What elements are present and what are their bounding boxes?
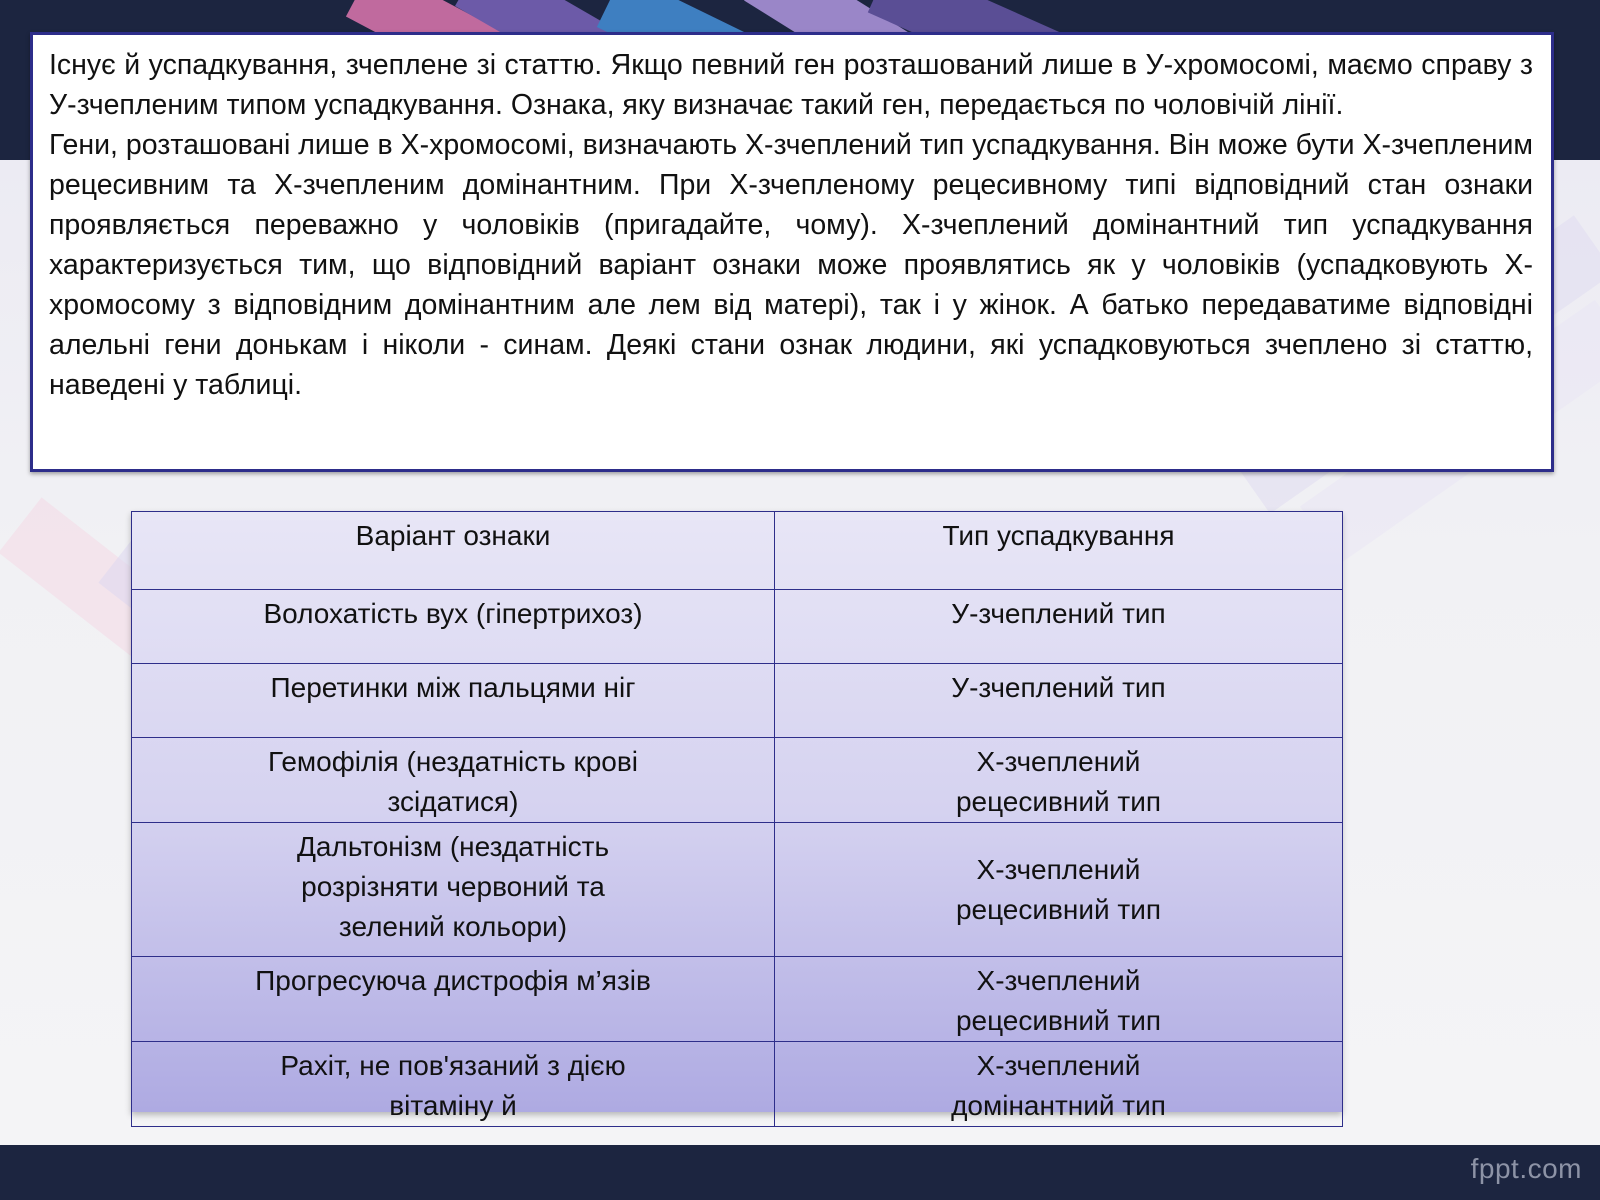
cell-type: Х-зчеплений рецесивний тип [775, 738, 1343, 823]
cell-trait: Прогресуюча дистрофія м’язів [132, 957, 775, 1042]
header-trait-variant: Варіант ознаки [132, 512, 775, 590]
table-header-row [132, 512, 1343, 590]
cell-type: Х-зчеплений домінантний тип [775, 1042, 1343, 1127]
bottom-decorative-band [0, 1145, 1600, 1200]
cell-trait: Гемофілія (нездатність крові зсідатися) [132, 738, 775, 823]
cell-trait: Рахіт, не пов'язаний з дією вітаміну й [132, 1042, 775, 1127]
cell-trait: Дальтонізм (нездатність розрізняти червоний та зелений кольори) [132, 823, 775, 957]
table-row [132, 738, 1343, 823]
table-row [132, 1042, 1343, 1127]
table-row [132, 664, 1343, 738]
inheritance-table-container [131, 511, 1342, 1121]
cell-trait: Волохатість вух (гіпертрихоз) [132, 590, 775, 664]
cell-type: У-зчеплений тип [775, 590, 1343, 664]
cell-trait: Перетинки між пальцями ніг [132, 664, 775, 738]
cell-type: Х-зчеплений рецесивний тип [775, 957, 1343, 1042]
paragraph-y-linked: Існує й успадкування, зчеплене зі статтю. Якщо певний ген розташований лише в У-хромосомі, маємо справу з У-зчепленим типом успадкування. Ознака, яку визначає такий ген, передається по чоловічій лінії. [49, 49, 1533, 121]
inheritance-table [131, 511, 1343, 1127]
cell-type: Х-зчеплений рецесивний тип [775, 823, 1343, 957]
table-row [132, 823, 1343, 957]
table-row [132, 957, 1343, 1042]
watermark: fppt.com [1470, 1153, 1582, 1184]
cell-type: У-зчеплений тип [775, 664, 1343, 738]
header-inheritance-type: Тип успадкування [775, 512, 1343, 590]
paragraph-x-linked: Гени, розташовані лише в Х-хромосомі, визначають Х-зчеплений тип успадкування. Він може бути Х-зчепленим рецесивним та Х-зчепленим домінантним. При Х-зчепленому рецесивному типі відповідний стан ознаки проявляється переважно у чоловіків (пригадайте, чому). Х-зчеплений домінантний тип успадкування характеризується тим, що відповідний варіант ознаки може проявлятись як у чоловіків (успадковують Х-хромосому з відповідним домінантним але лем від матері), так і у жінок. А батько передаватиме відповідні алельні гени донькам і ніколи - синам. Деякі стани ознак людини, які успадковуються зчеплено зі статтю, наведені у таблиці. [49, 129, 1533, 401]
text-box [30, 32, 1554, 472]
table-row [132, 590, 1343, 664]
